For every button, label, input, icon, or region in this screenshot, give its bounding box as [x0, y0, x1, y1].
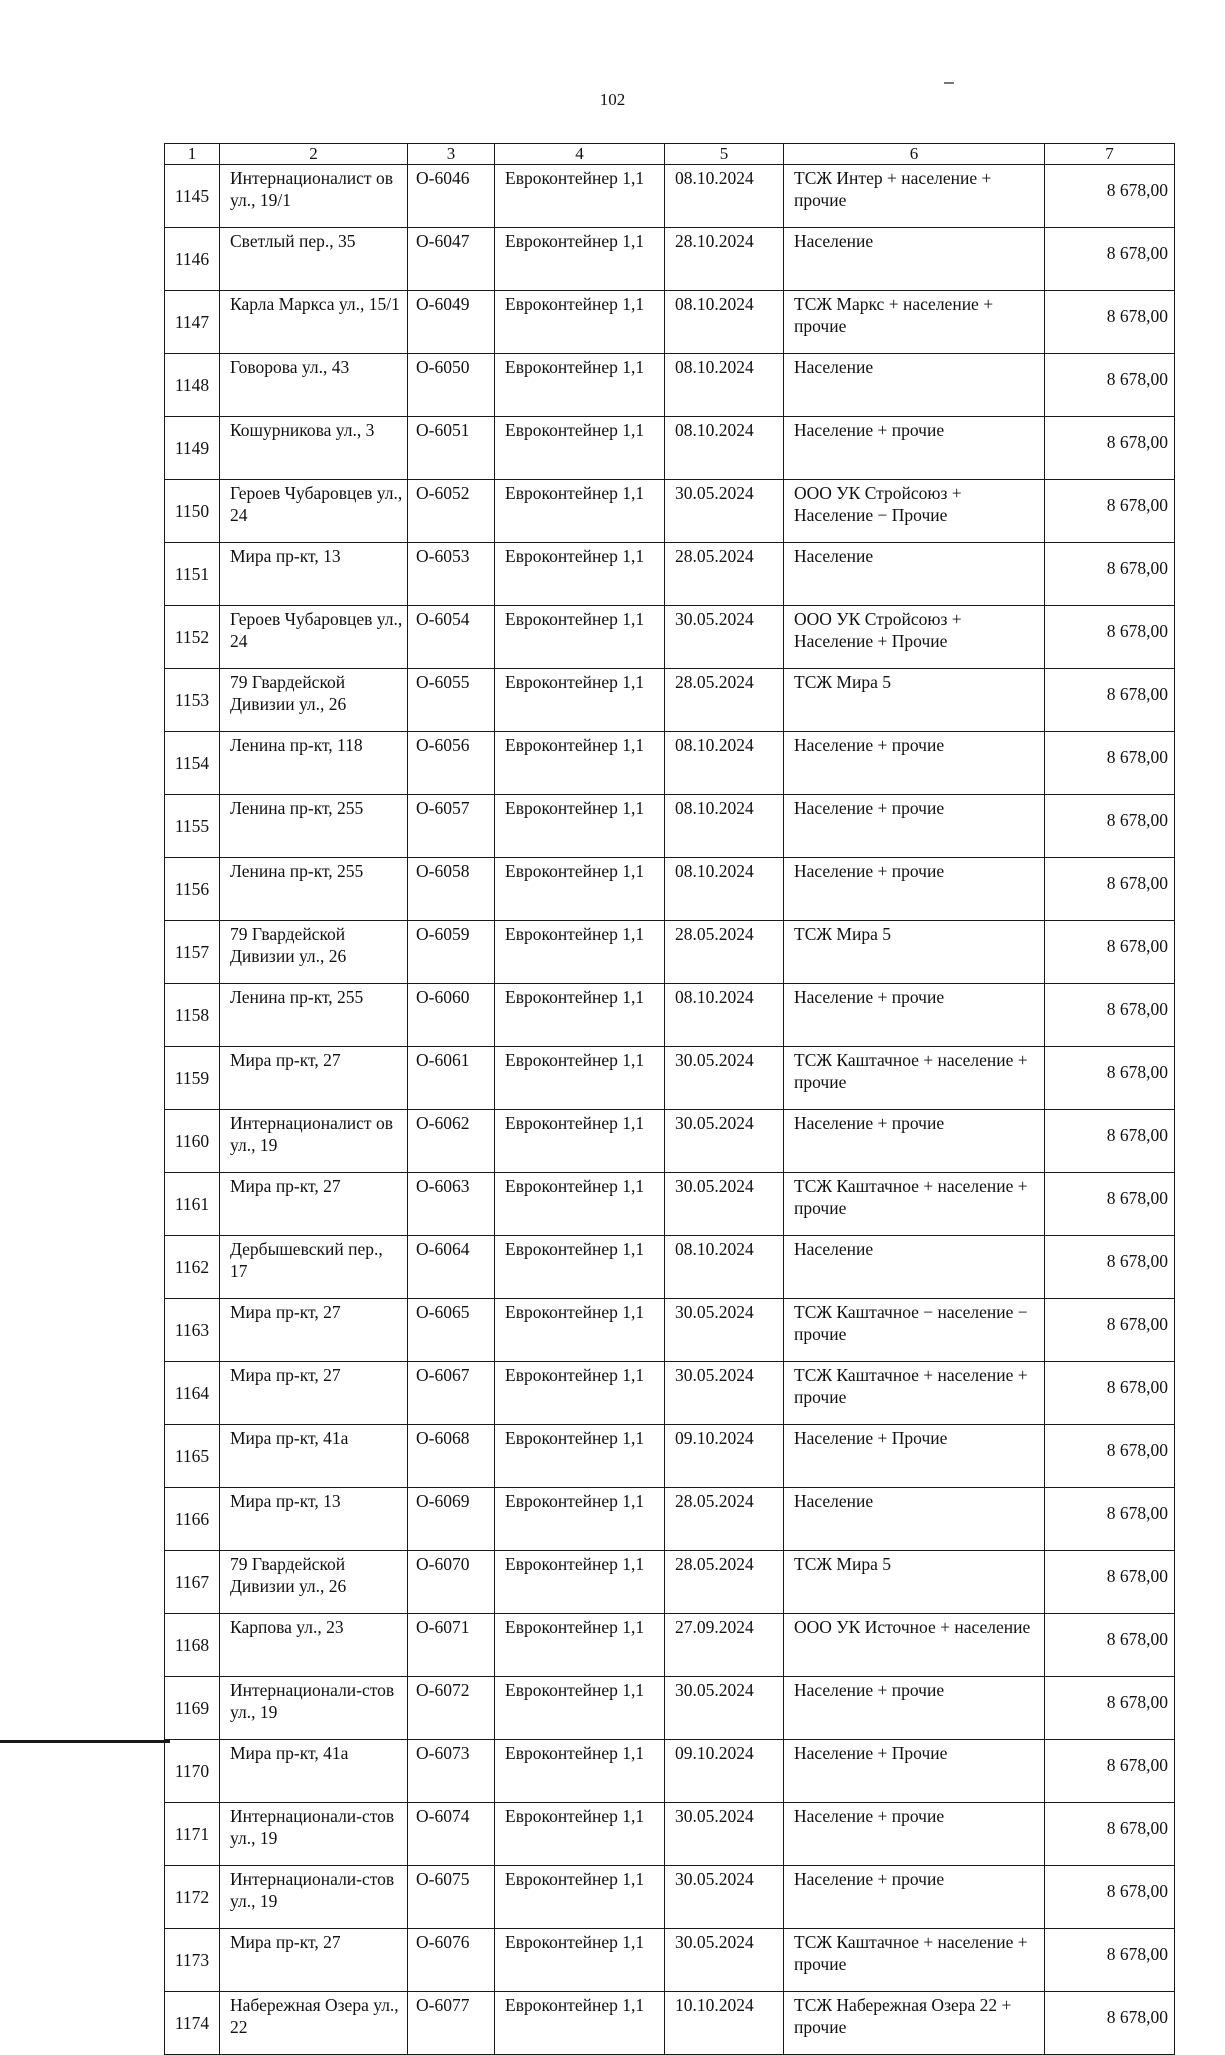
date-cell: 28.05.2024 [665, 543, 784, 606]
table-row [165, 1992, 1175, 2055]
cost-cell: 8 678,00 [1045, 984, 1175, 1047]
container-type-cell: Евроконтейнер 1,1 [495, 795, 665, 858]
cost-cell: 8 678,00 [1045, 1173, 1175, 1236]
cost-cell: 8 678,00 [1045, 1425, 1175, 1488]
manager-cell: ООО УК Стройсоюз + Население + Прочие [784, 606, 1045, 669]
table-row [165, 1677, 1175, 1740]
container-type-cell: Евроконтейнер 1,1 [495, 417, 665, 480]
address-cell: Мира пр-кт, 27 [220, 1362, 408, 1425]
cost-cell: 8 678,00 [1045, 354, 1175, 417]
table-row [165, 1929, 1175, 1992]
address-cell: Ленина пр-кт, 255 [220, 984, 408, 1047]
object-code-cell: О-6056 [408, 732, 495, 795]
container-type-cell: Евроконтейнер 1,1 [495, 858, 665, 921]
container-type-cell: Евроконтейнер 1,1 [495, 1047, 665, 1110]
row-number: 1173 [165, 1929, 220, 1992]
object-code-cell: О-6057 [408, 795, 495, 858]
manager-cell: Население + прочие [784, 795, 1045, 858]
object-code-cell: О-6067 [408, 1362, 495, 1425]
column-header: 5 [665, 144, 784, 165]
cost-cell: 8 678,00 [1045, 228, 1175, 291]
date-cell: 30.05.2024 [665, 1362, 784, 1425]
manager-cell: Население + прочие [784, 984, 1045, 1047]
table-row [165, 228, 1175, 291]
manager-cell: ТСЖ Каштачное + население + прочие [784, 1929, 1045, 1992]
manager-cell: ООО УК Источное + население [784, 1614, 1045, 1677]
address-cell: Мира пр-кт, 27 [220, 1047, 408, 1110]
table-row [165, 417, 1175, 480]
address-cell: Мира пр-кт, 27 [220, 1299, 408, 1362]
manager-cell: Население + прочие [784, 1110, 1045, 1173]
object-code-cell: О-6069 [408, 1488, 495, 1551]
container-type-cell: Евроконтейнер 1,1 [495, 1362, 665, 1425]
address-cell: Интернационали-стов ул., 19 [220, 1803, 408, 1866]
row-number: 1174 [165, 1992, 220, 2055]
object-code-cell: О-6073 [408, 1740, 495, 1803]
table-row [165, 858, 1175, 921]
object-code-cell: О-6052 [408, 480, 495, 543]
date-cell: 27.09.2024 [665, 1614, 784, 1677]
object-code-cell: О-6063 [408, 1173, 495, 1236]
container-type-cell: Евроконтейнер 1,1 [495, 1803, 665, 1866]
column-header: 6 [784, 144, 1045, 165]
cost-cell: 8 678,00 [1045, 1488, 1175, 1551]
cost-cell: 8 678,00 [1045, 732, 1175, 795]
column-header: 1 [165, 144, 220, 165]
date-cell: 08.10.2024 [665, 291, 784, 354]
object-code-cell: О-6049 [408, 291, 495, 354]
address-cell: Героев Чубаровцев ул., 24 [220, 480, 408, 543]
object-code-cell: О-6060 [408, 984, 495, 1047]
container-type-cell: Евроконтейнер 1,1 [495, 1173, 665, 1236]
row-number: 1162 [165, 1236, 220, 1299]
table-row [165, 1047, 1175, 1110]
manager-cell: ТСЖ Набережная Озера 22 + прочие [784, 1992, 1045, 2055]
cost-cell: 8 678,00 [1045, 417, 1175, 480]
date-cell: 30.05.2024 [665, 1047, 784, 1110]
row-number: 1159 [165, 1047, 220, 1110]
date-cell: 28.05.2024 [665, 1551, 784, 1614]
row-number: 1154 [165, 732, 220, 795]
container-type-cell: Евроконтейнер 1,1 [495, 1236, 665, 1299]
address-cell: 79 Гвардейской Дивизии ул., 26 [220, 669, 408, 732]
address-cell: Интернационали-стов ул., 19 [220, 1866, 408, 1929]
address-cell: Ленина пр-кт, 255 [220, 858, 408, 921]
cost-cell: 8 678,00 [1045, 291, 1175, 354]
date-cell: 08.10.2024 [665, 732, 784, 795]
date-cell: 28.10.2024 [665, 228, 784, 291]
cost-cell: 8 678,00 [1045, 165, 1175, 228]
column-header: 7 [1045, 144, 1175, 165]
address-cell: Мира пр-кт, 13 [220, 543, 408, 606]
address-cell: Карла Маркса ул., 15/1 [220, 291, 408, 354]
manager-cell: Население + прочие [784, 1803, 1045, 1866]
container-type-cell: Евроконтейнер 1,1 [495, 669, 665, 732]
container-type-cell: Евроконтейнер 1,1 [495, 480, 665, 543]
date-cell: 28.05.2024 [665, 1488, 784, 1551]
table-row [165, 606, 1175, 669]
address-cell: 79 Гвардейской Дивизии ул., 26 [220, 1551, 408, 1614]
table-row [165, 1803, 1175, 1866]
object-code-cell: О-6051 [408, 417, 495, 480]
manager-cell: ТСЖ Каштачное + население + прочие [784, 1047, 1045, 1110]
object-code-cell: О-6071 [408, 1614, 495, 1677]
manager-cell: Население + прочие [784, 858, 1045, 921]
cost-cell: 8 678,00 [1045, 1803, 1175, 1866]
address-cell: Мира пр-кт, 41а [220, 1425, 408, 1488]
date-cell: 08.10.2024 [665, 1236, 784, 1299]
manager-cell: Население [784, 543, 1045, 606]
table-row [165, 669, 1175, 732]
date-cell: 08.10.2024 [665, 795, 784, 858]
manager-cell: ТСЖ Каштачное + население + прочие [784, 1173, 1045, 1236]
container-type-cell: Евроконтейнер 1,1 [495, 984, 665, 1047]
table-row [165, 795, 1175, 858]
object-code-cell: О-6076 [408, 1929, 495, 1992]
table-row [165, 1551, 1175, 1614]
container-type-cell: Евроконтейнер 1,1 [495, 921, 665, 984]
manager-cell: ООО УК Стройсоюз + Население − Прочие [784, 480, 1045, 543]
cost-cell: 8 678,00 [1045, 1992, 1175, 2055]
date-cell: 28.05.2024 [665, 921, 784, 984]
date-cell: 08.10.2024 [665, 165, 784, 228]
address-cell: 79 Гвардейской Дивизии ул., 26 [220, 921, 408, 984]
address-cell: Ленина пр-кт, 118 [220, 732, 408, 795]
row-number: 1168 [165, 1614, 220, 1677]
address-cell: Ленина пр-кт, 255 [220, 795, 408, 858]
cost-cell: 8 678,00 [1045, 1362, 1175, 1425]
table-row [165, 480, 1175, 543]
object-code-cell: О-6068 [408, 1425, 495, 1488]
object-code-cell: О-6074 [408, 1803, 495, 1866]
address-cell: Мира пр-кт, 27 [220, 1173, 408, 1236]
row-number: 1172 [165, 1866, 220, 1929]
table-row [165, 1866, 1175, 1929]
cost-cell: 8 678,00 [1045, 1110, 1175, 1173]
row-number: 1164 [165, 1362, 220, 1425]
container-type-cell: Евроконтейнер 1,1 [495, 1866, 665, 1929]
row-number: 1163 [165, 1299, 220, 1362]
date-cell: 30.05.2024 [665, 1110, 784, 1173]
container-type-cell: Евроконтейнер 1,1 [495, 1551, 665, 1614]
container-type-cell: Евроконтейнер 1,1 [495, 1299, 665, 1362]
row-number: 1171 [165, 1803, 220, 1866]
date-cell: 30.05.2024 [665, 1866, 784, 1929]
container-type-cell: Евроконтейнер 1,1 [495, 1740, 665, 1803]
row-number: 1167 [165, 1551, 220, 1614]
manager-cell: Население + прочие [784, 417, 1045, 480]
address-cell: Героев Чубаровцев ул., 24 [220, 606, 408, 669]
cost-cell: 8 678,00 [1045, 543, 1175, 606]
table-row [165, 1488, 1175, 1551]
table-body [165, 165, 1175, 2055]
row-number: 1153 [165, 669, 220, 732]
address-cell: Мира пр-кт, 27 [220, 1929, 408, 1992]
cost-cell: 8 678,00 [1045, 1551, 1175, 1614]
row-number: 1170 [165, 1740, 220, 1803]
address-cell: Интернационали-стов ул., 19 [220, 1677, 408, 1740]
container-type-cell: Евроконтейнер 1,1 [495, 1992, 665, 2055]
date-cell: 30.05.2024 [665, 606, 784, 669]
date-cell: 09.10.2024 [665, 1740, 784, 1803]
date-cell: 09.10.2024 [665, 1425, 784, 1488]
container-type-cell: Евроконтейнер 1,1 [495, 291, 665, 354]
table-row [165, 1740, 1175, 1803]
row-number: 1146 [165, 228, 220, 291]
address-cell: Карпова ул., 23 [220, 1614, 408, 1677]
header-row [165, 144, 1175, 165]
manager-cell: Население + прочие [784, 1677, 1045, 1740]
row-number: 1155 [165, 795, 220, 858]
row-number: 1166 [165, 1488, 220, 1551]
manager-cell: Население + Прочие [784, 1740, 1045, 1803]
date-cell: 30.05.2024 [665, 1299, 784, 1362]
container-type-cell: Евроконтейнер 1,1 [495, 606, 665, 669]
object-code-cell: О-6065 [408, 1299, 495, 1362]
cost-cell: 8 678,00 [1045, 669, 1175, 732]
table-row [165, 921, 1175, 984]
table-row [165, 291, 1175, 354]
date-cell: 30.05.2024 [665, 1929, 784, 1992]
cost-cell: 8 678,00 [1045, 1047, 1175, 1110]
table-row [165, 1110, 1175, 1173]
address-cell: Мира пр-кт, 13 [220, 1488, 408, 1551]
scan-speck [944, 82, 954, 84]
address-cell: Интернационалист ов ул., 19 [220, 1110, 408, 1173]
container-type-cell: Евроконтейнер 1,1 [495, 228, 665, 291]
object-code-cell: О-6046 [408, 165, 495, 228]
cost-cell: 8 678,00 [1045, 1740, 1175, 1803]
manager-cell: Население + прочие [784, 732, 1045, 795]
object-code-cell: О-6075 [408, 1866, 495, 1929]
table-row [165, 1299, 1175, 1362]
table-row [165, 354, 1175, 417]
row-number: 1161 [165, 1173, 220, 1236]
row-number: 1145 [165, 165, 220, 228]
date-cell: 28.05.2024 [665, 669, 784, 732]
table-row [165, 984, 1175, 1047]
object-code-cell: О-6055 [408, 669, 495, 732]
object-code-cell: О-6072 [408, 1677, 495, 1740]
cost-cell: 8 678,00 [1045, 795, 1175, 858]
address-cell: Дербышевский пер., 17 [220, 1236, 408, 1299]
manager-cell: Население [784, 1488, 1045, 1551]
manager-cell: ТСЖ Мира 5 [784, 1551, 1045, 1614]
cost-cell: 8 678,00 [1045, 1866, 1175, 1929]
object-code-cell: О-6064 [408, 1236, 495, 1299]
footer-rule [0, 1740, 170, 1743]
date-cell: 10.10.2024 [665, 1992, 784, 2055]
cost-cell: 8 678,00 [1045, 1299, 1175, 1362]
cost-cell: 8 678,00 [1045, 1236, 1175, 1299]
date-cell: 30.05.2024 [665, 1173, 784, 1236]
object-code-cell: О-6070 [408, 1551, 495, 1614]
column-header: 2 [220, 144, 408, 165]
address-cell: Набережная Озера ул., 22 [220, 1992, 408, 2055]
container-type-cell: Евроконтейнер 1,1 [495, 543, 665, 606]
manager-cell: ТСЖ Маркс + население + прочие [784, 291, 1045, 354]
container-type-cell: Евроконтейнер 1,1 [495, 1929, 665, 1992]
object-code-cell: О-6077 [408, 1992, 495, 2055]
cost-cell: 8 678,00 [1045, 858, 1175, 921]
row-number: 1165 [165, 1425, 220, 1488]
manager-cell: ТСЖ Каштачное + население + прочие [784, 1362, 1045, 1425]
row-number: 1150 [165, 480, 220, 543]
manager-cell: Население + прочие [784, 1866, 1045, 1929]
container-type-cell: Евроконтейнер 1,1 [495, 1110, 665, 1173]
container-type-cell: Евроконтейнер 1,1 [495, 165, 665, 228]
date-cell: 30.05.2024 [665, 1803, 784, 1866]
table-row [165, 1236, 1175, 1299]
container-type-cell: Евроконтейнер 1,1 [495, 354, 665, 417]
row-number: 1160 [165, 1110, 220, 1173]
manager-cell: ТСЖ Интер + население + прочие [784, 165, 1045, 228]
container-type-cell: Евроконтейнер 1,1 [495, 1614, 665, 1677]
date-cell: 08.10.2024 [665, 417, 784, 480]
row-number: 1151 [165, 543, 220, 606]
page-number: 102 [599, 90, 626, 109]
table-row [165, 1173, 1175, 1236]
cost-cell: 8 678,00 [1045, 1677, 1175, 1740]
object-code-cell: О-6061 [408, 1047, 495, 1110]
table-row [165, 732, 1175, 795]
row-number: 1158 [165, 984, 220, 1047]
cost-cell: 8 678,00 [1045, 1929, 1175, 1992]
manager-cell: ТСЖ Каштачное − население − прочие [784, 1299, 1045, 1362]
table-row [165, 1362, 1175, 1425]
container-type-cell: Евроконтейнер 1,1 [495, 1677, 665, 1740]
row-number: 1152 [165, 606, 220, 669]
column-header: 3 [408, 144, 495, 165]
manager-cell: ТСЖ Мира 5 [784, 669, 1045, 732]
manager-cell: Население [784, 228, 1045, 291]
container-type-cell: Евроконтейнер 1,1 [495, 1425, 665, 1488]
object-code-cell: О-6062 [408, 1110, 495, 1173]
address-cell: Говорова ул., 43 [220, 354, 408, 417]
date-cell: 08.10.2024 [665, 858, 784, 921]
manager-cell: Население [784, 354, 1045, 417]
object-code-cell: О-6054 [408, 606, 495, 669]
address-cell: Кошурникова ул., 3 [220, 417, 408, 480]
object-code-cell: О-6050 [408, 354, 495, 417]
container-type-cell: Евроконтейнер 1,1 [495, 732, 665, 795]
table-row [165, 543, 1175, 606]
date-cell: 08.10.2024 [665, 354, 784, 417]
object-code-cell: О-6053 [408, 543, 495, 606]
row-number: 1147 [165, 291, 220, 354]
address-cell: Интернационалист ов ул., 19/1 [220, 165, 408, 228]
registry-table [164, 143, 1175, 2055]
date-cell: 30.05.2024 [665, 480, 784, 543]
table-row [165, 1425, 1175, 1488]
table-row [165, 1614, 1175, 1677]
row-number: 1157 [165, 921, 220, 984]
column-header: 4 [495, 144, 665, 165]
date-cell: 08.10.2024 [665, 984, 784, 1047]
cost-cell: 8 678,00 [1045, 921, 1175, 984]
object-code-cell: О-6059 [408, 921, 495, 984]
container-type-cell: Евроконтейнер 1,1 [495, 1488, 665, 1551]
row-number: 1148 [165, 354, 220, 417]
cost-cell: 8 678,00 [1045, 1614, 1175, 1677]
row-number: 1149 [165, 417, 220, 480]
table-row [165, 165, 1175, 228]
manager-cell: Население + Прочие [784, 1425, 1045, 1488]
row-number: 1156 [165, 858, 220, 921]
object-code-cell: О-6058 [408, 858, 495, 921]
manager-cell: ТСЖ Мира 5 [784, 921, 1045, 984]
date-cell: 30.05.2024 [665, 1677, 784, 1740]
manager-cell: Население [784, 1236, 1045, 1299]
address-cell: Светлый пер., 35 [220, 228, 408, 291]
cost-cell: 8 678,00 [1045, 480, 1175, 543]
cost-cell: 8 678,00 [1045, 606, 1175, 669]
object-code-cell: О-6047 [408, 228, 495, 291]
row-number: 1169 [165, 1677, 220, 1740]
address-cell: Мира пр-кт, 41а [220, 1740, 408, 1803]
